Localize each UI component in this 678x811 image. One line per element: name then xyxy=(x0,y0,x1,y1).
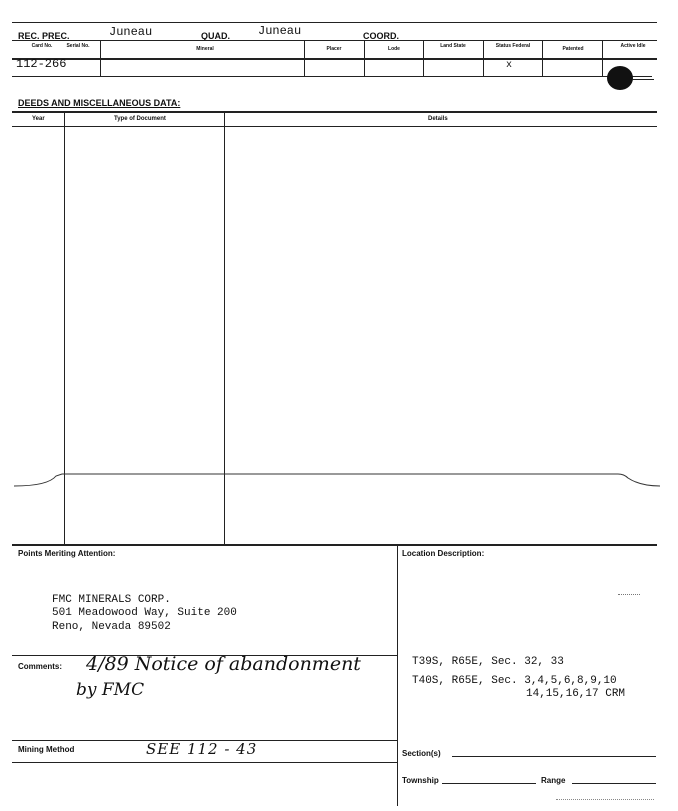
points-line-3: Reno, Nevada 89502 xyxy=(52,621,171,633)
mining-value: SEE 112 - 43 xyxy=(146,740,258,758)
coord-label: COORD. xyxy=(363,31,399,41)
comments-label: Comments: xyxy=(18,662,63,671)
comments-line-1: 4/89 Notice of abandonment xyxy=(86,653,361,675)
deeds-header-rule xyxy=(12,126,657,127)
col-status-federal: Status Federal xyxy=(495,43,531,49)
status-mark: x xyxy=(506,60,513,71)
township-label: Township xyxy=(402,776,439,785)
deeds-col-type: Type of Document xyxy=(114,116,166,122)
col-div-2 xyxy=(304,40,305,76)
col-div-7 xyxy=(602,40,603,76)
col-div-1 xyxy=(100,40,101,76)
deeds-col-year: Year xyxy=(32,116,45,122)
col-div-3 xyxy=(364,40,365,76)
mining-label: Mining Method xyxy=(18,745,75,754)
mining-bottom-rule xyxy=(12,762,397,763)
speck-mark xyxy=(618,594,640,595)
col-card-no: Card No. xyxy=(31,43,53,49)
quad-value: Juneau xyxy=(258,24,302,38)
col-serial-no: Serial No. xyxy=(66,43,90,49)
location-label: Location Description: xyxy=(402,549,485,558)
deeds-col-details: Details xyxy=(428,116,448,122)
township-underline xyxy=(442,783,536,784)
location-line-3: 14,15,16,17 CRM xyxy=(526,688,626,700)
punch-hole-icon xyxy=(607,66,633,90)
header-table-top xyxy=(12,40,657,41)
col-mineral: Mineral xyxy=(196,46,214,52)
col-lode: Lode xyxy=(388,46,400,52)
range-underline xyxy=(572,783,656,784)
quad-label: QUAD. xyxy=(201,31,230,41)
col-active-idle: Active Idle xyxy=(620,43,646,49)
fold-line xyxy=(0,468,678,492)
location-line-2: T40S, R65E, Sec. 3,4,5,6,8,9,10 xyxy=(412,675,617,687)
sections-label: Section(s) xyxy=(402,749,441,758)
card-serial-value: 112-266 xyxy=(16,57,67,71)
points-line-1: FMC MINERALS CORP. xyxy=(52,594,171,606)
points-line-2: 501 Meadowood Way, Suite 200 xyxy=(52,607,237,619)
deeds-table-bottom xyxy=(12,544,657,546)
deeds-table-top xyxy=(12,111,657,113)
bottom-dots xyxy=(556,799,654,800)
lower-divider xyxy=(397,544,398,806)
range-label: Range xyxy=(541,776,566,785)
col-div-6 xyxy=(542,40,543,76)
comments-line-2: by FMC xyxy=(76,680,145,700)
rec-prec-value: Juneau xyxy=(109,25,153,39)
col-div-5 xyxy=(483,40,484,76)
col-div-4 xyxy=(423,40,424,76)
location-line-1: T39S, R65E, Sec. 32, 33 xyxy=(412,656,564,668)
col-patented: Patented xyxy=(562,46,584,52)
sections-underline xyxy=(452,756,656,757)
deeds-title: DEEDS AND MISCELLANEOUS DATA: xyxy=(18,98,181,108)
header-table-mid xyxy=(12,58,657,60)
punch-rule xyxy=(632,79,654,80)
top-rule xyxy=(12,22,657,23)
col-placer: Placer xyxy=(326,46,342,52)
rec-prec-label: REC. PREC. xyxy=(18,31,70,41)
points-label: Points Meriting Attention: xyxy=(18,549,116,558)
col-land-state: Land State xyxy=(440,43,466,49)
header-table-bottom xyxy=(12,76,652,77)
